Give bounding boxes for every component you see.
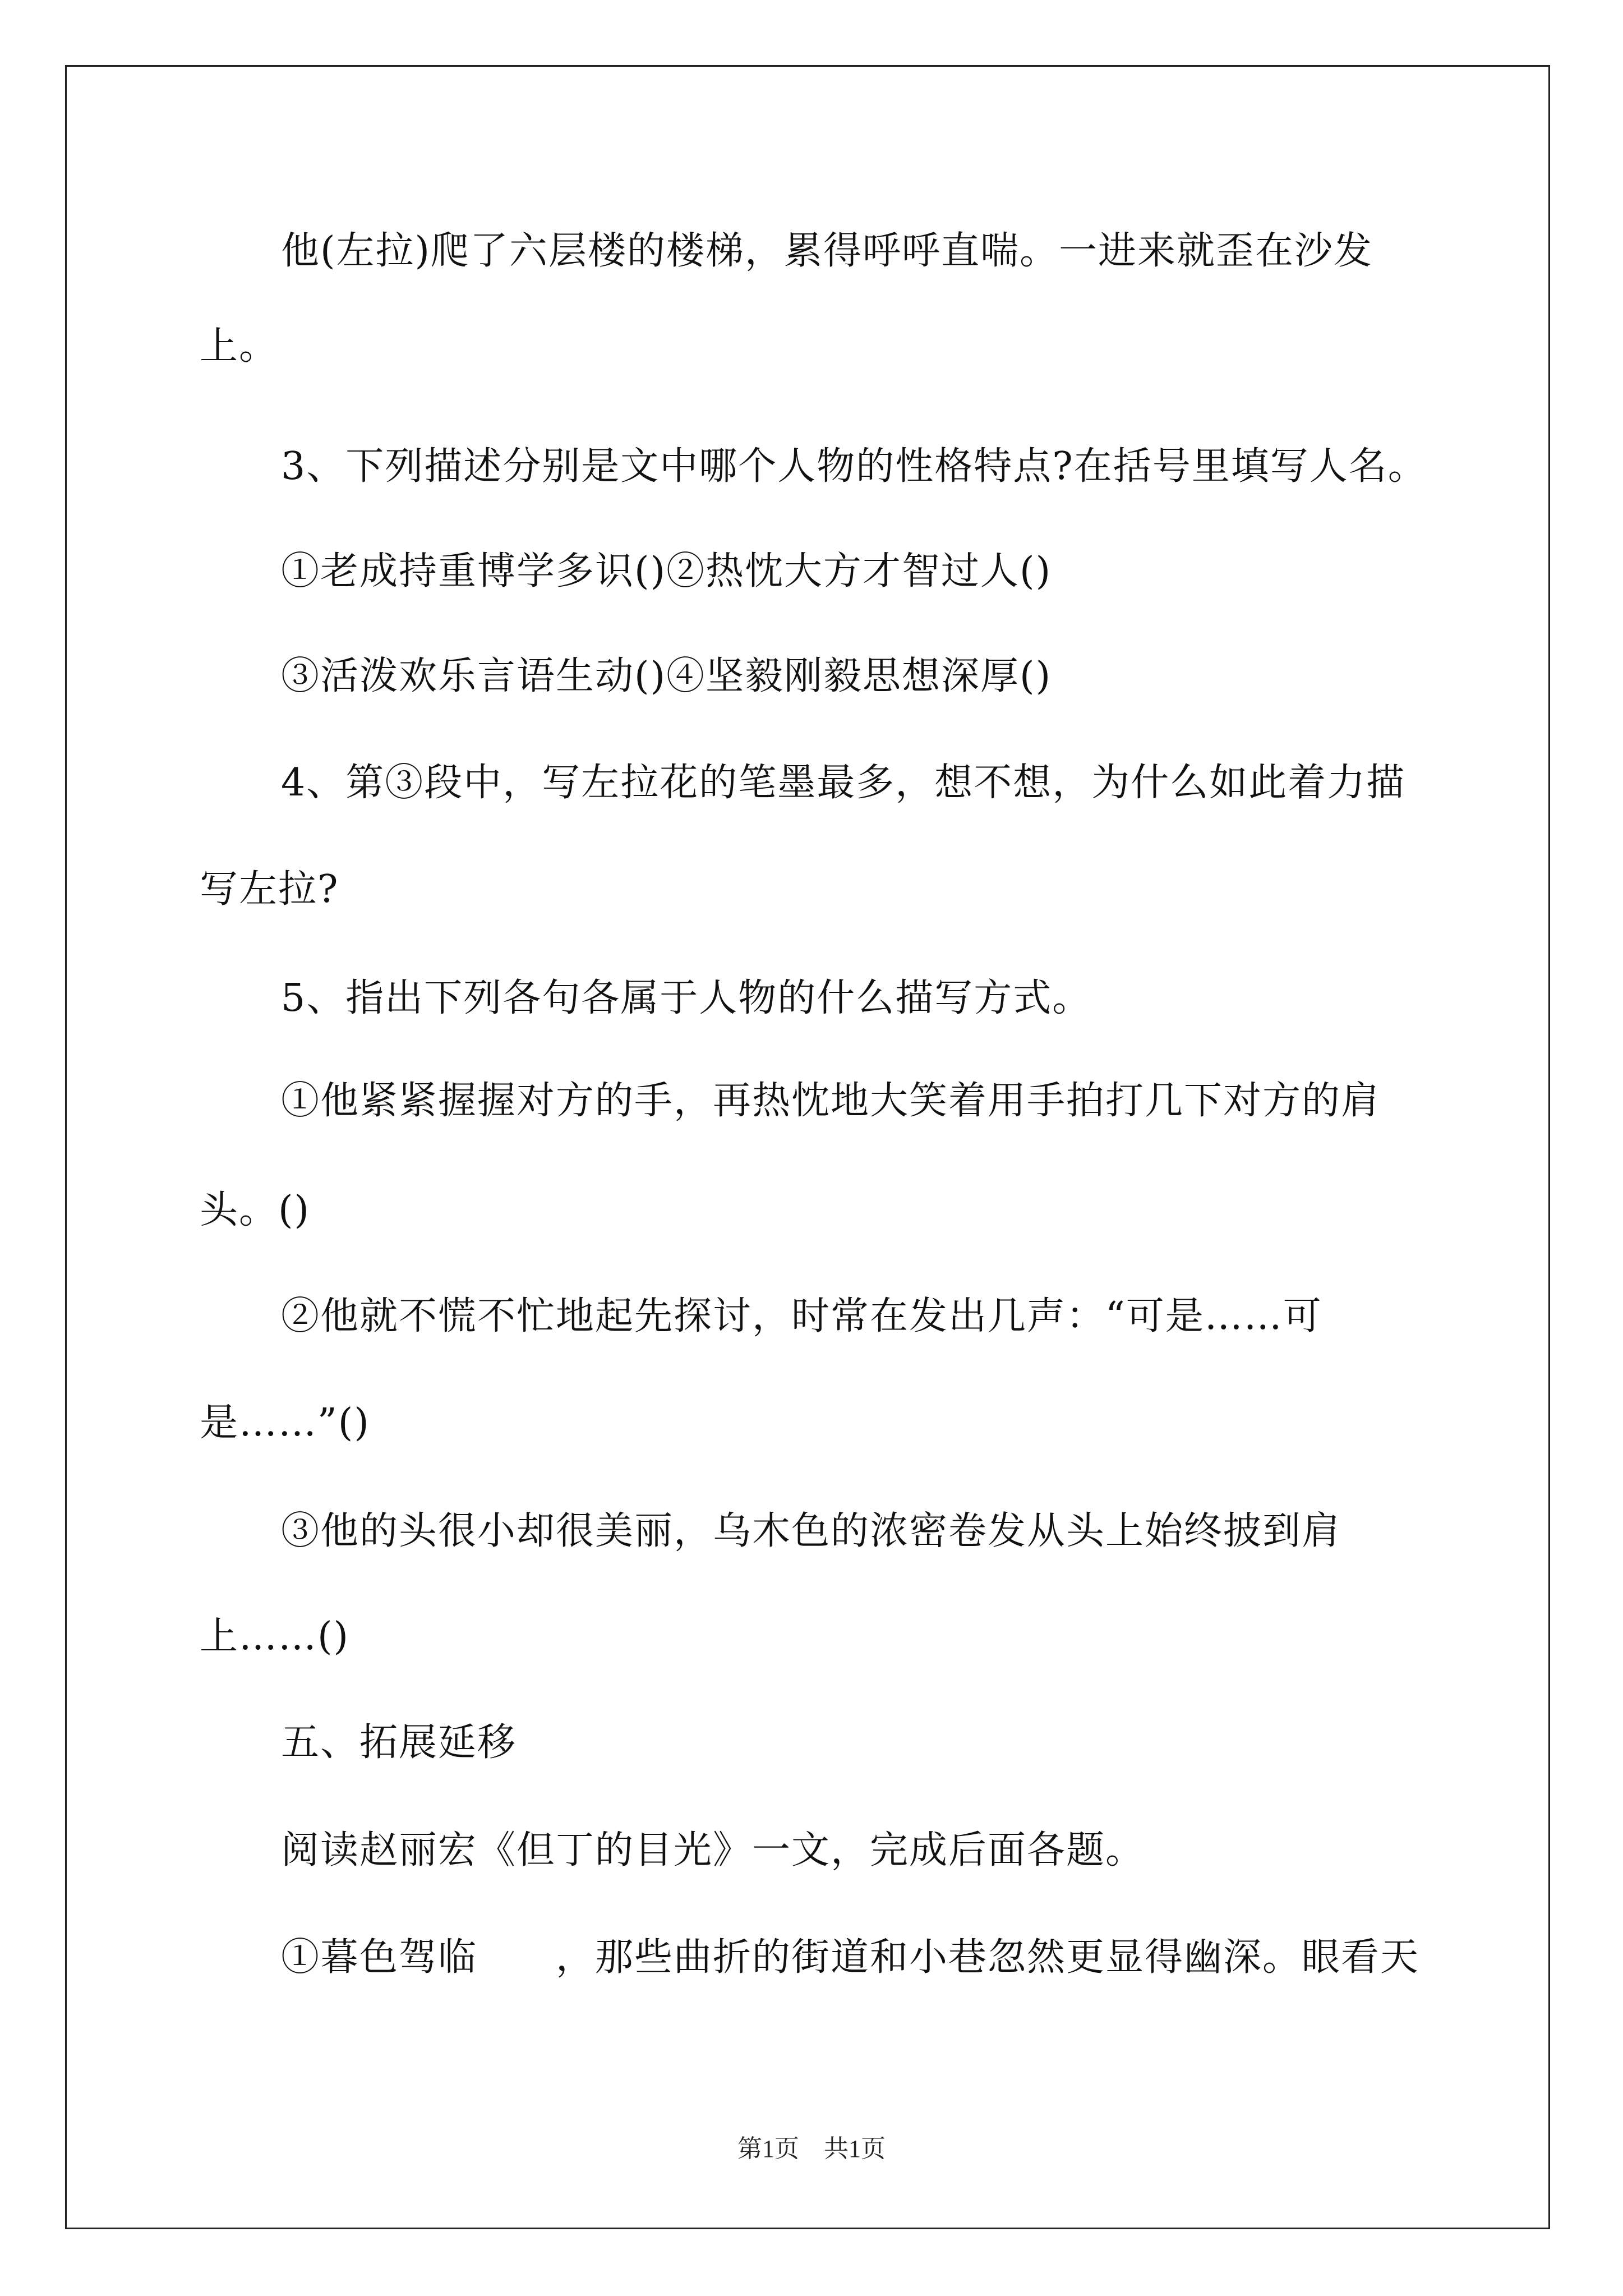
- text-line: 头。(): [200, 1188, 311, 1232]
- text-line: 4、第③段中，写左拉花的笔墨最多，想不想，为什么如此着力描: [281, 761, 1406, 805]
- text-line: 上……(): [200, 1614, 350, 1659]
- page-border: [65, 65, 1550, 2229]
- text-line: 写左拉?: [200, 867, 339, 912]
- text-line: 阅读赵丽宏《但丁的目光》一文，完成后面各题。: [281, 1828, 1145, 1872]
- text-line: ②他就不慌不忙地起先探讨，时常在发出几声：“可是……可: [281, 1294, 1322, 1338]
- text-line: ①他紧紧握握对方的手，再热忱地大笑着用手拍打几下对方的肩: [281, 1079, 1381, 1123]
- page-footer: 第1页 共1页: [737, 2135, 886, 2162]
- text-line: 是……”(): [200, 1401, 370, 1445]
- text-line: ③他的头很小却很美丽，乌木色的浓密卷发从头上始终披到肩: [281, 1509, 1341, 1553]
- text-line: 3、下列描述分别是文中哪个人物的性格特点?在括号里填写人名。: [281, 444, 1427, 489]
- section-heading: 五、拓展延移: [281, 1720, 517, 1765]
- text-line: ①老成持重博学多识()②热忱大方才智过人(): [281, 549, 1052, 593]
- text-line: 他(左拉)爬了六层楼的楼梯，累得呼呼直喘。一进来就歪在沙发: [281, 229, 1373, 273]
- text-line: ③活泼欢乐言语生动()④坚毅刚毅思想深厚(): [281, 654, 1052, 698]
- text-line: ①暮色驾临 ，那些曲折的街道和小巷忽然更显得幽深。眼看天: [281, 1935, 1420, 1980]
- text-line: 上。: [200, 324, 279, 369]
- text-line: 5、指出下列各句各属于人物的什么描写方式。: [281, 976, 1092, 1020]
